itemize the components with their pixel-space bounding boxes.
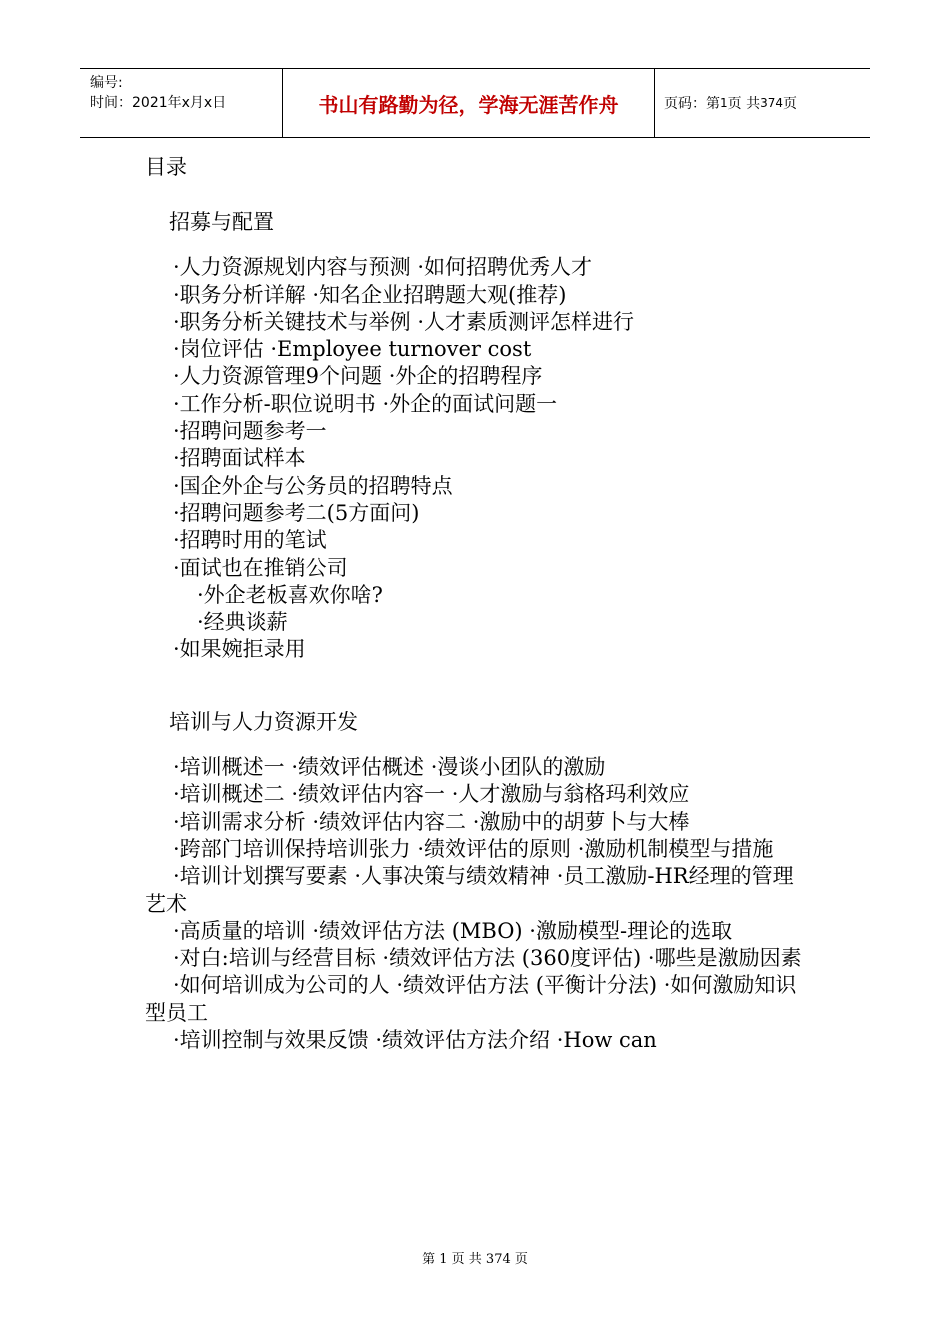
header-meta — [80, 69, 283, 137]
list-item: ·跨部门培训保持培训张力 ·绩效评估的原则 ·激励机制模型与措施 — [173, 836, 774, 861]
page-info-mid: 页 共 — [727, 96, 761, 112]
section-heading-recruitment: 招募与配置 — [169, 210, 274, 234]
list-sub-item: ·经典谈薪 — [197, 610, 288, 635]
list-item: ·面试也在推销公司 — [173, 555, 348, 580]
header-page-info — [655, 69, 870, 137]
list-item: ·培训计划撰写要素 ·人事决策与绩效精神 ·员工激励-HR经理的管理艺术 — [145, 864, 794, 916]
list-item: ·招聘面试样本 — [173, 446, 306, 471]
header-motto-cell — [283, 69, 655, 137]
list-item: ·高质量的培训 ·绩效评估方法 (MBO) ·激励模型-理论的选取 — [173, 918, 733, 943]
list-item: ·职务分析关键技术与举例 ·人才素质测评怎样进行 — [173, 309, 635, 334]
list-item: ·职务分析详解 ·知名企业招聘题大观(推荐) — [173, 282, 567, 307]
header-motto: 书山有路勤为径，学海无涯苦作舟 — [318, 92, 619, 117]
number-label: 编号: — [90, 75, 123, 91]
recruitment-list — [145, 254, 810, 663]
page-current: 1 — [720, 96, 728, 110]
list-item: ·如果婉拒录用 — [173, 637, 306, 662]
page-info-prefix: 页码：第 — [664, 96, 720, 112]
list-item: ·招聘问题参考二(5方面问) — [173, 500, 420, 525]
toc-title: 目录 — [145, 155, 187, 179]
page-total: 374 — [760, 96, 783, 110]
list-item: ·培训需求分析 ·绩效评估内容二 ·激励中的胡萝卜与大棒 — [173, 809, 690, 834]
list-item: ·对白:培训与经营目标 ·绩效评估方法 (360度评估) ·哪些是激励因素 — [173, 946, 802, 971]
list-item: ·工作分析-职位说明书 ·外企的面试问题一 — [173, 391, 558, 416]
list-item: ·人力资源管理9个问题 ·外企的招聘程序 — [173, 364, 543, 389]
list-sub-item: ·外企老板喜欢你啥? — [197, 582, 383, 607]
list-item: ·招聘问题参考一 — [173, 419, 327, 444]
training-list — [145, 754, 810, 1054]
time-label: 时间：2021年x月x日 — [90, 95, 227, 111]
list-item: ·岗位评估 ·Employee turnover cost — [173, 337, 532, 362]
section-heading-training: 培训与人力资源开发 — [169, 709, 358, 734]
list-item: ·培训控制与效果反馈 ·绩效评估方法介绍 ·How can — [173, 1028, 657, 1053]
list-item: ·招聘时用的笔试 — [173, 528, 327, 553]
page-header — [80, 68, 870, 138]
list-item: ·培训概述一 ·绩效评估概述 ·漫谈小团队的激励 — [173, 755, 606, 780]
list-item: ·培训概述二 ·绩效评估内容一 ·人才激励与翁格玛利效应 — [173, 782, 690, 807]
list-item: ·国企外企与公务员的招聘特点 — [173, 473, 453, 498]
page-info-suffix: 页 — [783, 96, 797, 112]
list-item: ·如何培训成为公司的人 ·绩效评估方法 (平衡计分法) ·如何激励知识型员工 — [145, 973, 797, 1025]
list-item: ·人力资源规划内容与预测 ·如何招聘优秀人才 — [173, 255, 593, 280]
document-body — [145, 154, 810, 1054]
page-footer: 第 1 页 共 374 页 — [422, 1252, 528, 1267]
